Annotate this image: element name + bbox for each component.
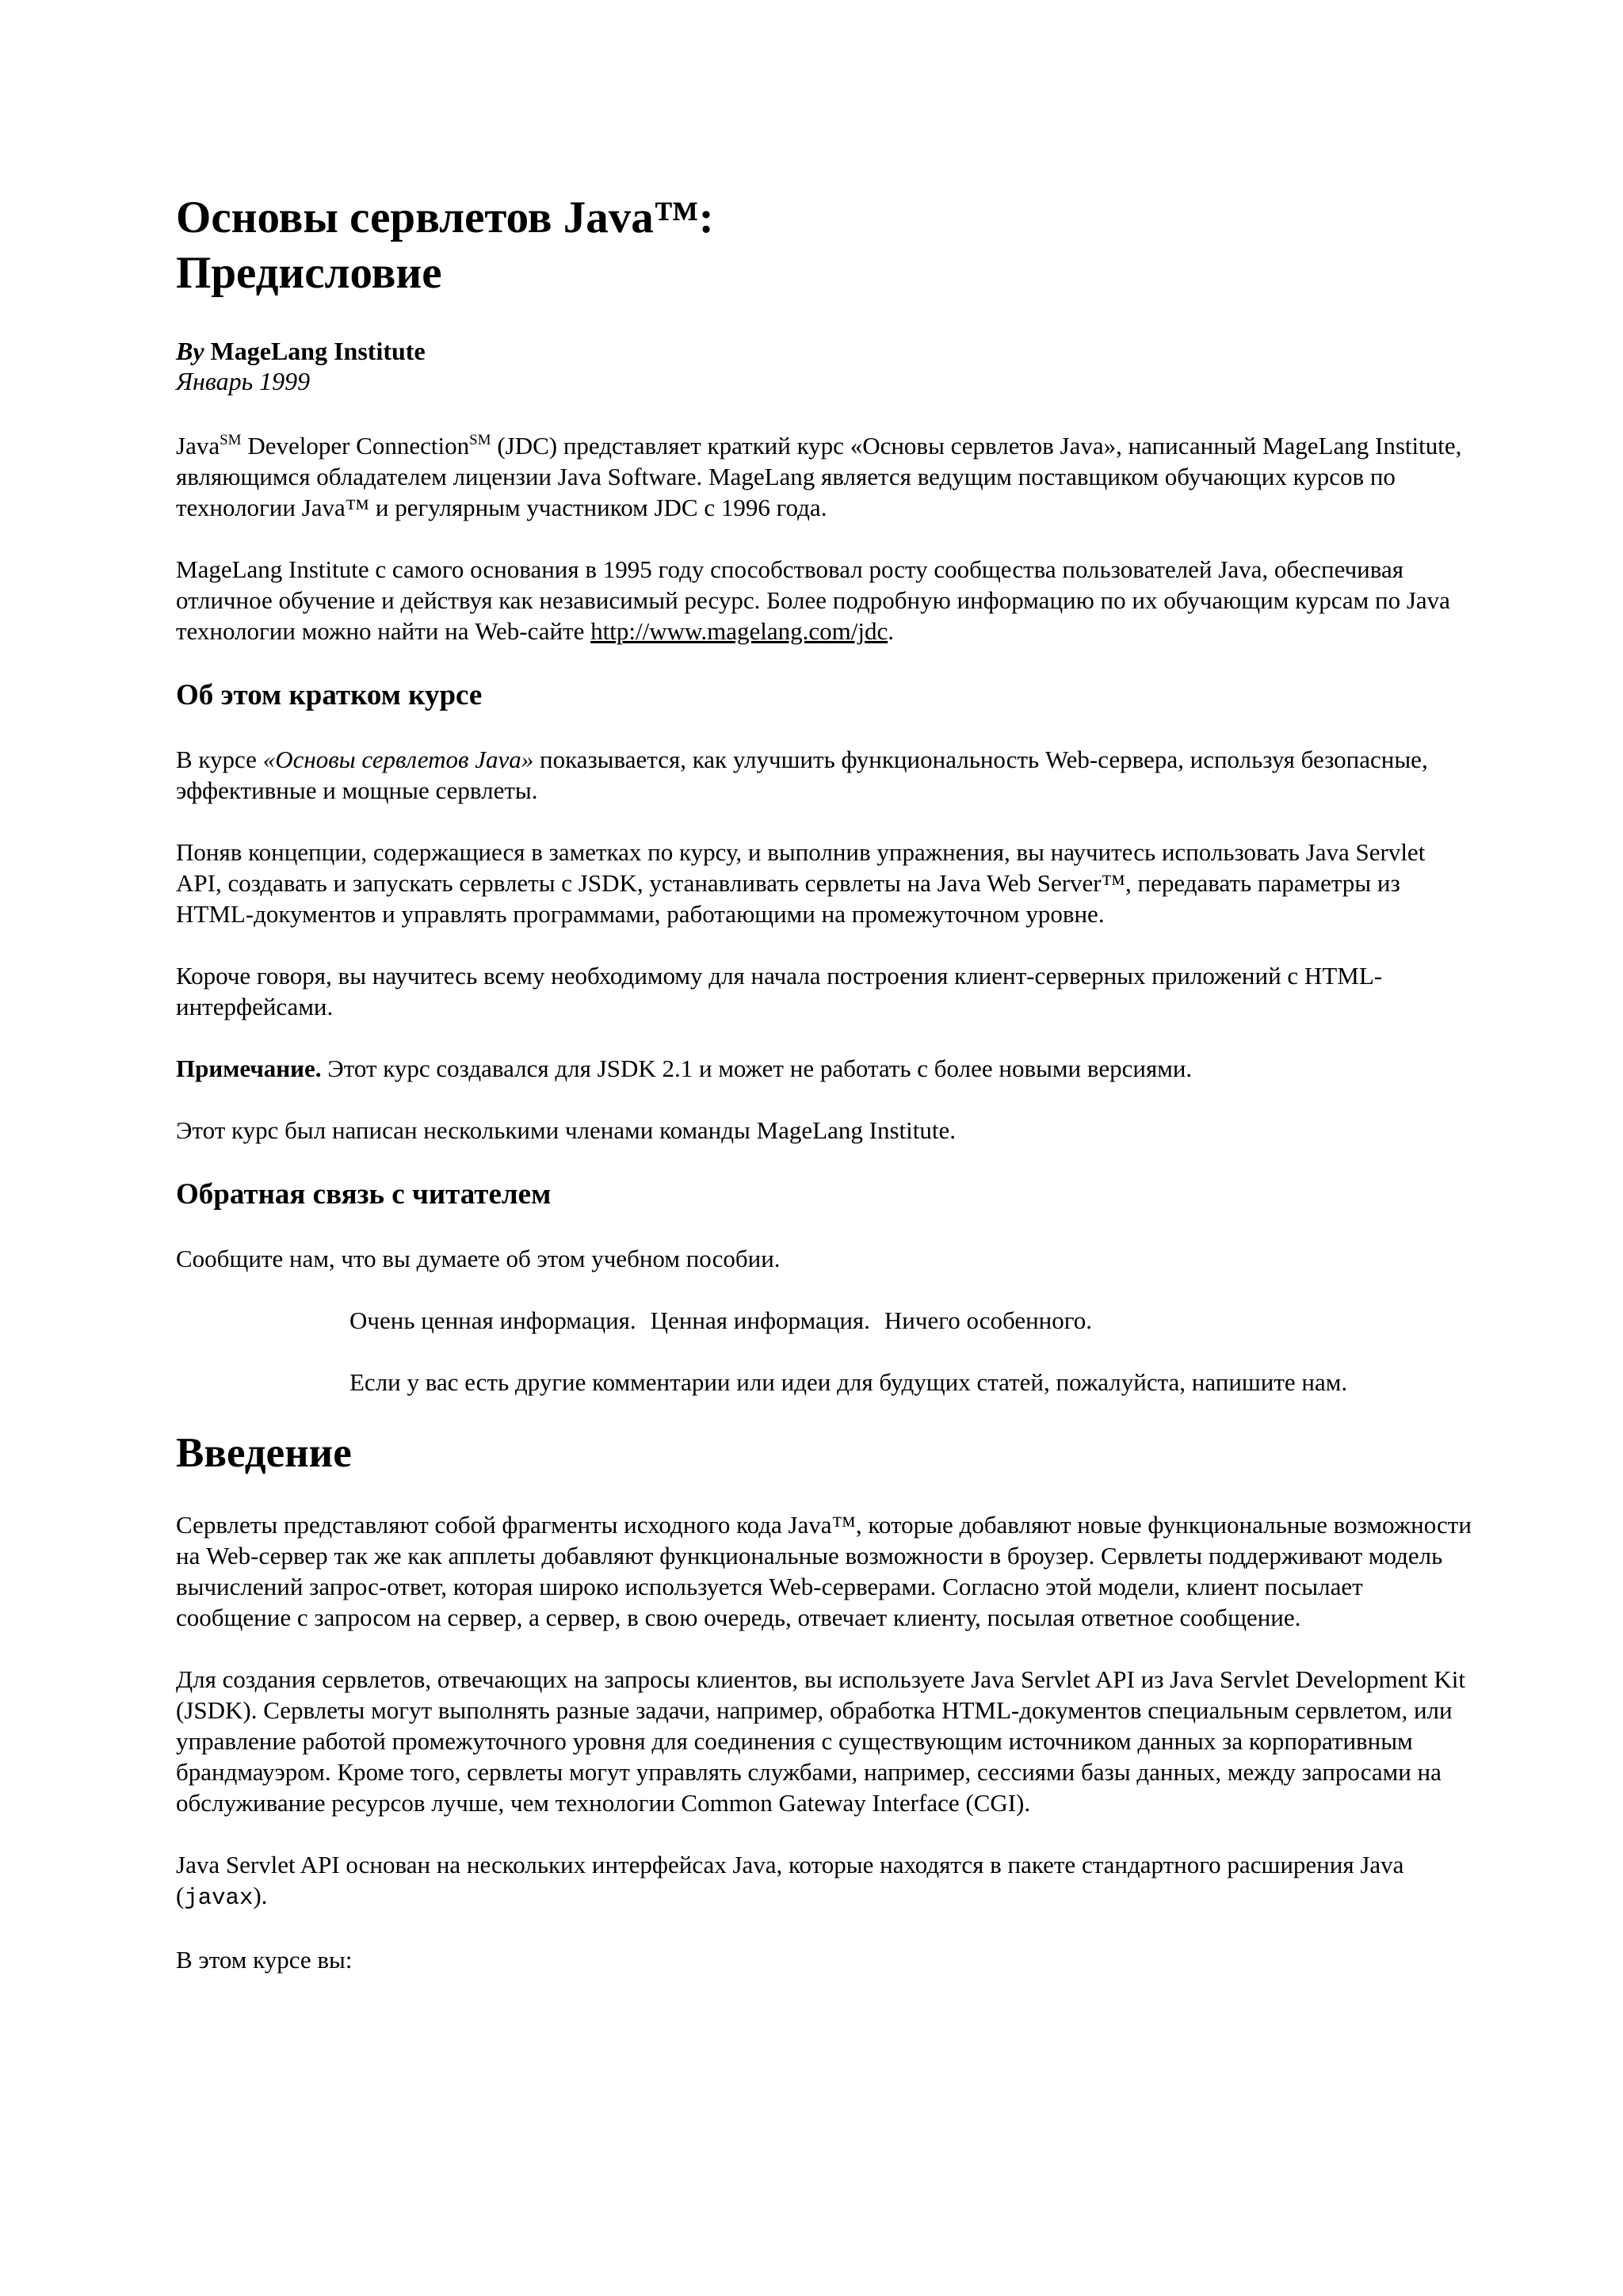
about-paragraph-5: Этот курс был написан несколькими членами команды MageLang Institute. [176,1116,956,1144]
note-paragraph [176,1053,1476,1084]
intro-paragraph-1 [176,430,1476,523]
introduction-heading: Введение [176,1430,352,1476]
service-mark-1: SM [220,432,242,448]
document-page [176,190,1476,1975]
about-paragraph-1 [176,744,1476,806]
feedback-options [349,1305,1476,1336]
byline-date: Январь 1999 [176,367,311,395]
about-p1-end: показывается, как улучшить функциональность Web-сервера, используя безопасные, эффективные и мощные сервлеты. [176,746,1428,804]
intro-java: Java [176,432,220,460]
page-title [176,190,1476,301]
introduction-paragraph-3 [176,1849,1476,1913]
intro-p2-end: . [888,617,894,645]
introduction-paragraph-4: В этом курсе вы: [176,1946,353,1974]
intro-paragraph-2 [176,554,1476,646]
title-line-2: Предисловие [176,248,442,298]
feedback-option-valuable[interactable]: Ценная информация. [650,1306,870,1334]
feedback-prompt: Сообщите нам, что вы думаете об этом учебном пособии. [176,1245,781,1272]
intro-rest: (JDC) представляет краткий курс «Основы сервлетов Java», написанный MageLang Institute, являющимся обладателем лицензии Java Software. MageLang является ведущим поставщиком обучающих курсов по технологии Java™ и регулярным участником JDC с 1996 года. [176,432,1462,521]
note-label: Примечание. [176,1055,322,1082]
byline-author: MageLang Institute [210,337,426,365]
introduction-paragraph-1: Сервлеты представляют собой фрагменты исходного кода Java™, которые добавляют новые функциональные возможности на Web-сервер так же как апплеты добавляют функциональные возможности в броузер. Сервлеты поддерживают модель вычислений запрос-ответ, которая широко используется Web-серверами. Согласно этой модели, клиент посылает сообщение с запросом на сервер, а сервер, в свою очередь, отвечает клиенту, посылая ответное сообщение. [176,1511,1472,1631]
byline-by: By [176,337,204,365]
title-line-1: Основы сервлетов Java™: [176,193,714,242]
byline [176,336,1476,396]
introduction-paragraph-2: Для создания сервлетов, отвечающих на запросы клиентов, вы используете Java Servlet API из Java Servlet Development Kit (JSDK). Сервлеты могут выполнять разные задачи, например, обработка HTML-документов специальным сервлетом, или управление работой промежуточного уровня для соединения с существующим источником данных за корпоративным брандмауэром. Кроме того, сервлеты могут управлять службами, например, сессиями базы данных, между запросами на обслуживание ресурсов лучше, чем технологии Common Gateway Interface (CGI). [176,1665,1465,1817]
service-mark-2: SM [469,432,491,448]
introduction-p3-start: Java Servlet API основан на нескольких интерфейсах Java, которые находятся в пакете стандартного расширения Java ( [176,1851,1404,1909]
feedback-option-very-valuable[interactable]: Очень ценная информация. [349,1306,636,1334]
about-paragraph-2: Поняв концепции, содержащиеся в заметках по курсу, и выполнив упражнения, вы научитесь использовать Java Servlet API, создавать и запускать сервлеты с JSDK, устанавливать сервлеты на Java Web Server™, передавать параметры из HTML-документов и управлять программами, работающими на промежуточном уровне. [176,838,1426,928]
introduction-p3-end: ). [253,1882,268,1909]
feedback-heading: Обратная связь с читателем [176,1178,552,1211]
intro-p2-text: MageLang Institute с самого основания в 1995 году способствовал росту сообщества пользователей Java, обеспечивая отличное обучение и действуя как независимый ресурс. Более подробную информацию по их обучающим курсам по Java технологии можно найти на Web-сайте [176,555,1450,645]
intro-dev-connection: Developer Connection [241,432,470,460]
about-p1-start: В курсе [176,746,263,773]
feedback-option-nothing-special[interactable]: Ничего особенного. [884,1306,1092,1334]
feedback-comment[interactable]: Если у вас есть другие комментарии или идеи для будущих статей, пожалуйста, напишите нам. [349,1368,1348,1396]
note-text: Этот курс создавался для JSDK 2.1 и может не работать с более новыми версиями. [321,1055,1193,1082]
magelang-link[interactable]: http://www.magelang.com/jdc [590,617,888,645]
about-paragraph-3: Короче говоря, вы научитесь всему необходимому для начала построения клиент-серверных приложений с HTML-интерфейсами. [176,962,1383,1020]
javax-code: javax [184,1885,254,1911]
about-heading: Об этом кратком курсе [176,679,483,711]
about-p1-italic: «Основы сервлетов Java» [262,746,534,773]
